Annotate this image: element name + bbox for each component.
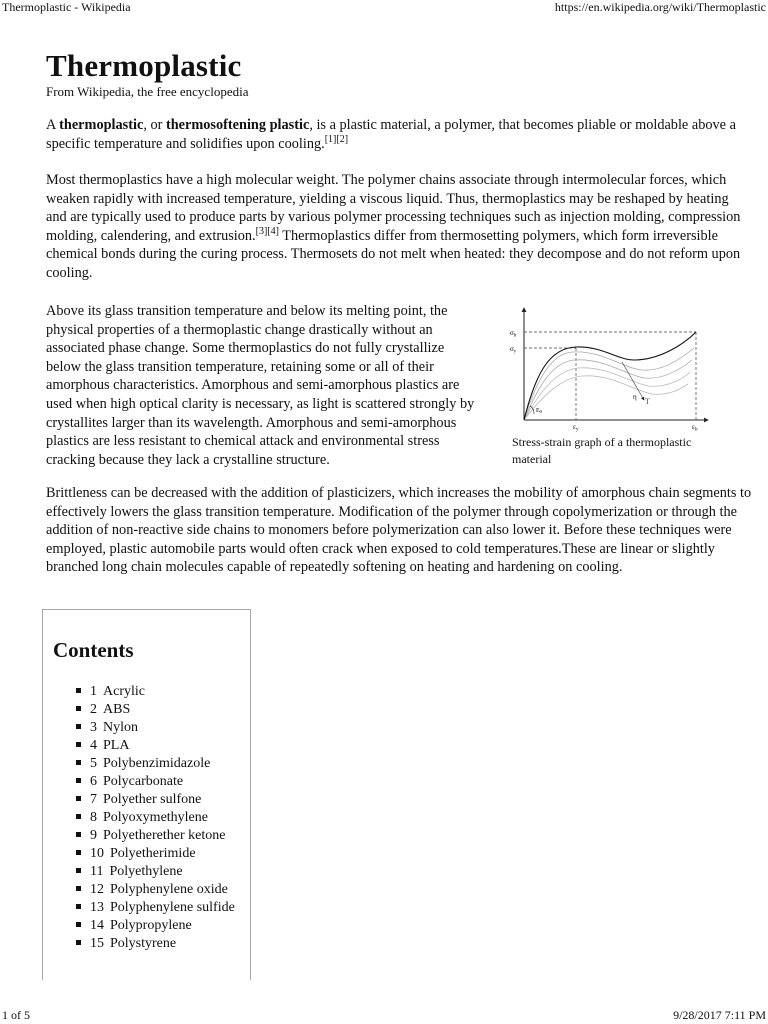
- properties-citation[interactable]: [3][4]: [255, 226, 279, 238]
- contents-item-6[interactable]: [76, 773, 235, 791]
- intro-paragraph: [46, 116, 752, 153]
- contents-item-number: 2: [90, 702, 97, 717]
- print-footer-datetime: 9/28/2017 7:11 PM: [673, 1008, 766, 1022]
- print-footer-page: 1 of 5: [2, 1008, 30, 1022]
- contents-item-number: 11: [90, 864, 104, 879]
- contents-box: [42, 609, 251, 980]
- bullet-icon: [76, 760, 81, 765]
- stress-strain-graph: [482, 302, 712, 432]
- bullet-icon: [76, 742, 81, 747]
- contents-item-10[interactable]: [76, 845, 235, 863]
- contents-item-label[interactable]: Acrylic: [103, 684, 145, 699]
- contents-item-label[interactable]: Polyphenylene sulfide: [110, 900, 235, 915]
- contents-item-label[interactable]: Polybenzimidazole: [103, 756, 211, 771]
- print-header-url: https://en.wikipedia.org/wiki/Thermoplastic: [554, 0, 766, 14]
- contents-item-label[interactable]: Polyethylene: [109, 864, 183, 879]
- contents-item-label[interactable]: Polyoxymethylene: [103, 810, 208, 825]
- contents-item-label[interactable]: Polystyrene: [110, 936, 177, 951]
- contents-item-number: 4: [90, 738, 97, 753]
- properties-text-1: Most thermoplastics have a high molecular weight. The polymer chains associate through intermolecular forces, which weaken rapidly with increased temperature, yielding a viscous liquid. Thus, thermoplastics may be reshaped by heating and are typically used to produce parts by various polymer processing techniques such as injection molding, compression molding, calendering, and extrusion.: [46, 172, 741, 244]
- contents-item-4[interactable]: [76, 737, 235, 755]
- bullet-icon: [76, 778, 81, 783]
- contents-item-number: 7: [90, 792, 97, 807]
- contents-item-7[interactable]: [76, 791, 235, 809]
- intro-term-thermoplastic: thermoplastic: [59, 117, 144, 133]
- properties-text-2: Thermoplastics differ from thermosetting polymers, which form irreversible chemical bonds during the curing process. Thermosets do not melt when heated: they decompose and do not reform upon cooling.: [46, 227, 741, 281]
- contents-item-number: 6: [90, 774, 97, 789]
- label-e0: E0: [536, 408, 542, 415]
- curve-5: [524, 376, 688, 420]
- bullet-icon: [76, 724, 81, 729]
- page-tagline: From Wikipedia, the free encyclopedia: [46, 84, 249, 99]
- contents-item-label[interactable]: Polyphenylene oxide: [110, 882, 228, 897]
- label-temperature: T: [645, 397, 650, 406]
- contents-item-8[interactable]: [76, 809, 235, 827]
- contents-item-label[interactable]: Polyetherimide: [110, 846, 196, 861]
- bullet-icon: [76, 886, 81, 891]
- bullet-icon: [76, 688, 81, 693]
- glass-transition-paragraph: Above its glass transition temperature and below its melting point, the physical properties of a thermoplastic change drastically without an associated phase change. Some thermoplastics do not fully crystallize below the glass transition temperature, retaining some or all of their amorphous characteristics. Amorphous and semi-amorphous plastics are used when high optical clarity is necessary, as light is scattered strongly by crystallites larger than its wavelength. Amorphous and semi-amorphous plastics are less resistant to chemical attack and environmental stress cracking because they lack a crystalline structure.: [46, 303, 475, 468]
- page-title: Thermoplastic: [46, 48, 242, 83]
- contents-item-number: 10: [90, 846, 104, 861]
- bullet-icon: [76, 796, 81, 801]
- bullet-icon: [76, 832, 81, 837]
- contents-item-label[interactable]: Polycarbonate: [103, 774, 184, 789]
- bullet-icon: [76, 706, 81, 711]
- contents-list: [76, 683, 235, 953]
- contents-item-11[interactable]: [76, 863, 235, 881]
- contents-item-label[interactable]: PLA: [103, 738, 130, 753]
- contents-item-number: 3: [90, 720, 97, 735]
- contents-item-label[interactable]: Nylon: [103, 720, 138, 735]
- label-sigma-y: $\sigma_y$: [510, 345, 517, 355]
- contents-item-number: 14: [90, 918, 104, 933]
- contents-item-15[interactable]: [76, 935, 235, 953]
- contents-item-number: 9: [90, 828, 97, 843]
- label-eps-b: $\varepsilon_b$: [692, 423, 698, 432]
- contents-item-label[interactable]: Polypropylene: [110, 918, 192, 933]
- contents-item-9[interactable]: [76, 827, 235, 845]
- label-eta: η: [633, 393, 637, 401]
- curve-main: [524, 332, 696, 420]
- contents-item-13[interactable]: [76, 899, 235, 917]
- intro-text-2: , or: [143, 117, 166, 133]
- contents-item-3[interactable]: [76, 719, 235, 737]
- stress-strain-figure: [482, 302, 712, 468]
- contents-title: Contents: [53, 638, 134, 662]
- intro-text-1: A: [46, 117, 60, 133]
- contents-item-number: 8: [90, 810, 97, 825]
- bullet-icon: [76, 814, 81, 819]
- contents-item-label[interactable]: Polyetherether ketone: [103, 828, 226, 843]
- bullet-icon: [76, 868, 81, 873]
- contents-item-label[interactable]: ABS: [103, 702, 131, 717]
- bullet-icon: [76, 922, 81, 927]
- contents-item-number: 13: [90, 900, 104, 915]
- contents-item-number: 15: [90, 936, 104, 951]
- curve-3: [524, 360, 692, 420]
- bullet-icon: [76, 940, 81, 945]
- label-eps-y: $\varepsilon_y$: [573, 423, 579, 432]
- contents-item-number: 1: [90, 684, 97, 699]
- contents-item-1[interactable]: [76, 683, 235, 701]
- print-header-title: Thermoplastic - Wikipedia: [2, 0, 131, 14]
- figure-caption: Stress-strain graph of a thermoplastic material: [512, 435, 692, 466]
- contents-item-5[interactable]: [76, 755, 235, 773]
- contents-item-2[interactable]: [76, 701, 235, 719]
- contents-item-number: 12: [90, 882, 104, 897]
- label-sigma-b: $\sigma_b$: [510, 329, 517, 339]
- contents-item-label[interactable]: Polyether sulfone: [103, 792, 202, 807]
- properties-paragraph: [46, 171, 752, 283]
- intro-term-thermosoftening: thermosoftening plastic: [165, 117, 310, 133]
- bullet-icon: [76, 904, 81, 909]
- intro-text-3: , is a plastic material, a polymer, that becomes pliable or moldable above a specific temperature and solidifies upon cooling.: [46, 117, 736, 152]
- contents-item-number: 5: [90, 756, 97, 771]
- brittleness-paragraph: Brittleness can be decreased with the addition of plasticizers, which increases the mobility of amorphous chain segments to effectively lowers the glass transition temperature. Modification of the polymer through copolymerization or through the addition of non-reactive side chains to monomers before polymerization can also lower it. Before these techniques were employed, plastic automobile parts would often crack when exposed to cold temperatures.These are linear or slightly branched long chain molecules capable of repeatedly softening on heating and hardening on cooling.: [46, 485, 752, 576]
- bullet-icon: [76, 850, 81, 855]
- contents-item-12[interactable]: [76, 881, 235, 899]
- contents-item-14[interactable]: [76, 917, 235, 935]
- intro-citation[interactable]: [1][2]: [324, 133, 349, 145]
